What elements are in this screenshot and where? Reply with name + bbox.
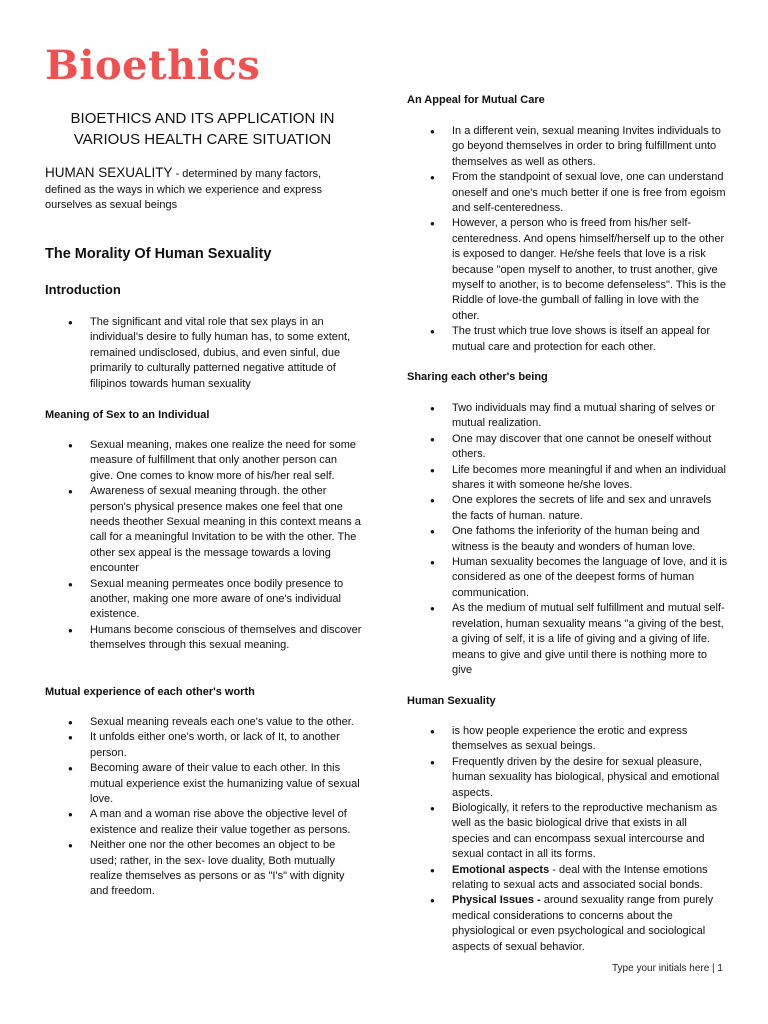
list-item: ● However, a person who is freed from his/her self-centeredness. And opens himself/herself up to the other is exposed to danger. He/she feels that love is a risk because "open myself to another, to trust another, give myself to another, is to become defenseless". This is the Riddle of love-the gumball of falling in love with the other. xyxy=(407,216,727,324)
morality-heading: The Morality Of Human Sexuality xyxy=(45,246,272,262)
meaning-of-sex-heading: Meaning of Sex to an Individual xyxy=(45,409,210,421)
list-item: ● Two individuals may find a mutual sharing of selves or mutual realization. xyxy=(407,401,729,432)
list-item: ● Frequently driven by the desire for sexual pleasure, human sexuality has biological, physical and emotional aspects. xyxy=(407,755,727,801)
definition-text: - determined by many factors, defined as the ways in which we experience and express ourselves as sexual beings xyxy=(45,168,322,211)
meaning-of-sex-list xyxy=(45,438,363,654)
list-item: ● Humans become conscious of themselves and discover themselves through this sexual meaning. xyxy=(45,623,363,654)
mutual-care-list xyxy=(407,124,727,355)
list-item: ● The significant and vital role that sex plays in an individual's desire to fully human has, to some extent, remained undisclosed, dubius, and even sinful, due primarily to culturally patterned negative attitude of filipinos towards human sexuality xyxy=(45,315,360,392)
sharing-being-heading: Sharing each other's being xyxy=(407,371,548,383)
page-footer: Type your initials here | 1 xyxy=(612,963,723,974)
emotional-text: - deal with the Intense emotions relating to sexual acts and associated social bonds. xyxy=(452,863,708,892)
list-item: ● Sexual meaning permeates once bodily presence to another, making one more aware of one's individual existence. xyxy=(45,577,363,623)
sharing-being-list xyxy=(407,401,729,678)
list-item: ● Sexual meaning, makes one realize the need for some measure of fulfillment that only another person can give. One comes to know more of his/her real self. xyxy=(45,438,363,484)
list-item: ● Becoming aware of their value to each other. In this mutual experience exist the humanizing value of sexual love. xyxy=(45,761,363,807)
document-title: BIOETHICS AND ITS APPLICATION IN VARIOUS HEALTH CARE SITUATION xyxy=(70,110,335,148)
list-item-emotional xyxy=(407,863,727,894)
physical-text: around sexuality range from purely medical considerations to concerns about the physiological or even psychological and sociological aspects of sexual behavior. xyxy=(452,894,714,953)
physical-term: Physical Issues - xyxy=(452,894,541,907)
list-item: ● As the medium of mutual self fulfillment and mutual self-revelation, human sexuality means "a giving of the best, a giving of self, it is a life of giving and a giving of life. means to give and give until there is nothing more to give xyxy=(407,601,729,678)
list-item: ● Biologically, it refers to the reproductive mechanism as well as the basic biological drive that exists in all species and can encompass sexual intercourse and sexual contact in all its forms. xyxy=(407,801,727,863)
list-item: ● Neither one nor the other becomes an object to be used; rather, in the sex- love duality, Both mutually realize themselves as persons or as "I's" with dignity and freedom. xyxy=(45,838,363,900)
list-item: ● Human sexuality becomes the language of love, and it is considered as one of the deepest forms of human communication. xyxy=(407,555,729,601)
human-sexuality-list xyxy=(407,724,727,955)
introduction-list xyxy=(45,315,360,392)
list-item: ● One explores the secrets of life and sex and unravels the facts of human. nature. xyxy=(407,493,729,524)
mutual-worth-heading: Mutual experience of each other's worth xyxy=(45,686,255,698)
list-item: ● Awareness of sexual meaning through. the other person's physical presence makes one feel that one needs theother Sexual meaning in this context means a call for a meaningful Invitation to be with the other. The other sex appeal is the message towards a loving encounter xyxy=(45,484,363,576)
mutual-care-heading: An Appeal for Mutual Care xyxy=(407,94,545,106)
list-item: ● In a different vein, sexual meaning Invites individuals to go beyond themselves in order to bring fulfillment unto themselves as well as others. xyxy=(407,124,727,170)
list-item: ● It unfolds either one's worth, or lack of It, to another person. xyxy=(45,730,363,761)
list-item-physical xyxy=(407,893,727,955)
list-item: ● One fathoms the inferiority of the human being and witness is the beauty and wonders of human love. xyxy=(407,524,729,555)
list-item: ● Sexual meaning reveals each one's value to the other. xyxy=(45,715,363,730)
introduction-heading: Introduction xyxy=(45,282,121,297)
definition-term: HUMAN SEXUALITY xyxy=(45,165,173,180)
brand-title: Bioethics xyxy=(45,42,261,89)
list-item: ● Life becomes more meaningful if and when an individual shares it with someone he/she loves. xyxy=(407,463,729,494)
list-item: ● is how people experience the erotic and express themselves as sexual beings. xyxy=(407,724,727,755)
list-item: ● One may discover that one cannot be oneself without others. xyxy=(407,432,729,463)
human-sexuality-definition xyxy=(45,165,345,214)
list-item: ● From the standpoint of sexual love, one can understand oneself and one's much better if one is free from egoism and self-centeredness. xyxy=(407,170,727,216)
list-item: ● A man and a woman rise above the objective level of existence and realize their value together as persons. xyxy=(45,807,363,838)
human-sexuality-heading: Human Sexuality xyxy=(407,695,496,707)
list-item: ● The trust which true love shows is itself an appeal for mutual care and protection for each other. xyxy=(407,324,727,355)
emotional-term: Emotional aspects xyxy=(452,863,550,876)
mutual-worth-list xyxy=(45,715,363,900)
